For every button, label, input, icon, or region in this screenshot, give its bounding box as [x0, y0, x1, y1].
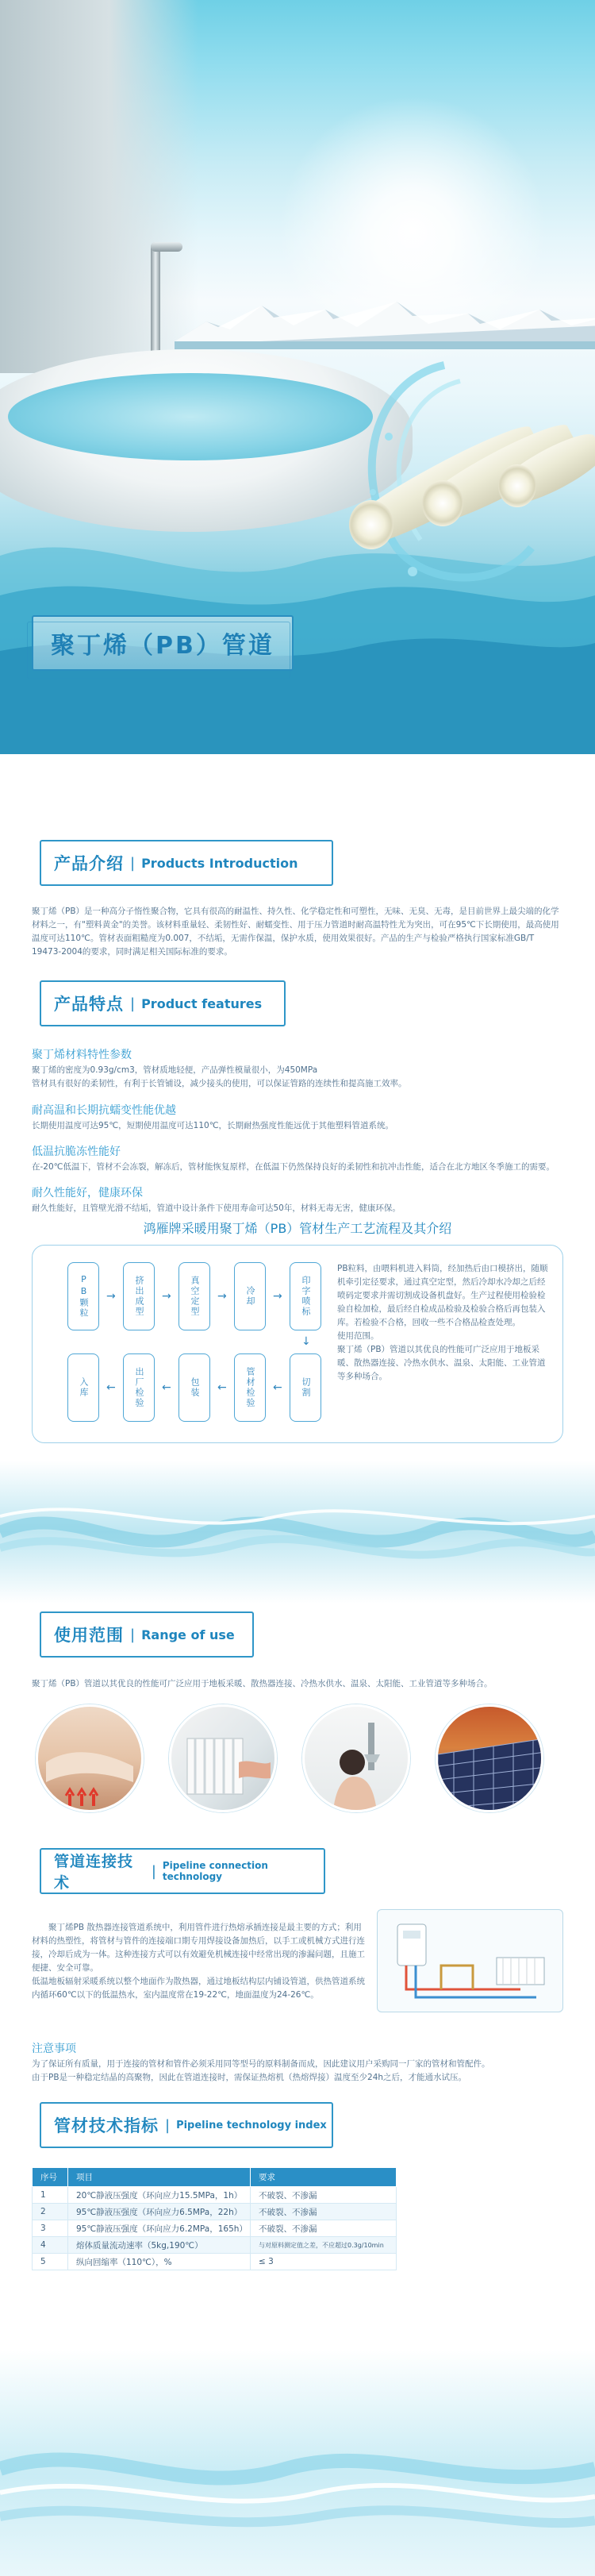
table-cell: 不破裂、不渗漏 — [251, 2204, 397, 2220]
flow-step-bottom-3: 包装 — [178, 1353, 210, 1422]
photo-shower — [302, 1704, 410, 1812]
arrow-right-icon: → — [162, 1290, 171, 1303]
table-header-row — [33, 2168, 397, 2187]
connection-note-text: 为了保证所有质量，用于连接的管材和管件必须采用同等型号的原料制备而成，因此建议用户采购同一厂家的管材和管配件。 由于PB是一种稳定结晶的高聚物，因此在管道连接时，需保证热熔机（热熔焊接）温度至少24h之后，才能通水试压。 — [32, 2059, 490, 2082]
table-cell: 20℃静液压强度（环向应力15.5MPa，1h） — [68, 2187, 251, 2204]
feature-text-4: 耐久性能好，且管壁光滑不结垢，管道中设计条件下使用寿命可达50年，材料无毒无害，健康环保。 — [32, 1203, 401, 1213]
radiator-icon — [171, 1707, 277, 1812]
section-tag-features — [40, 980, 286, 1026]
flow-step-top-3: 真空定型 — [178, 1262, 210, 1330]
photo-radiator — [169, 1704, 277, 1812]
table-cell: 不破裂、不渗漏 — [251, 2187, 397, 2204]
table-cell: 纵向回缩率（110℃），% — [68, 2254, 251, 2270]
flow-step-bottom-5: 切割 — [290, 1353, 321, 1422]
arrow-left-icon: ← — [217, 1381, 227, 1394]
intro-tag-separator: | — [130, 854, 136, 872]
table-row — [33, 2237, 397, 2254]
flow-step-top-4: 冷却 — [234, 1262, 266, 1330]
table-header-cell: 序号 — [33, 2168, 68, 2187]
connection-note-heading: 注意事项 — [32, 2043, 76, 2055]
table-cell: 不破裂、不渗漏 — [251, 2220, 397, 2237]
table-row — [33, 2187, 397, 2204]
floor-heating-icon — [38, 1707, 144, 1812]
hero-title-plate — [32, 615, 294, 671]
hero-pipe-1-end — [349, 500, 393, 549]
usage-tag-en: Range of use — [141, 1627, 235, 1642]
solar-panel-icon — [438, 1707, 543, 1812]
arrow-right-icon: → — [273, 1290, 282, 1303]
heating-diagram — [377, 1909, 563, 2012]
hero-title: 聚丁烯（PB）管道 — [51, 632, 274, 660]
table-row — [33, 2220, 397, 2237]
table-cell: 95℃静液压强度（环向应力6.5MPa，22h） — [68, 2204, 251, 2220]
arrow-down-icon: ↓ — [301, 1335, 311, 1348]
hero-faucet-arm — [151, 242, 182, 252]
flow-description: PB粒料，由喂料机进入料筒，经加热后由口模挤出，随顺机牵引定径要求，通过真空定型，然后冷却水冷却之后经喷码定要求并需切割成设备机盘好。生产过程使用检验检验自检加检，最后经自检成品检验及检验合格后再包装入库。若检验不合格，回收一些不合格品检查处理。 使用范围。 聚丁烯（PB）管道以其优良的性能可广泛应用于地板采暖、散热器连接、冷热水供水、温泉、太阳能、工业管道等多种场合。 — [337, 1264, 548, 1381]
features-tag-separator: | — [130, 995, 136, 1012]
arrow-left-icon: ← — [162, 1381, 171, 1394]
table-cell: 4 — [33, 2237, 68, 2254]
features-tag-cn: 产品特点 — [54, 995, 124, 1014]
table-row — [33, 2204, 397, 2220]
section-tag-usage — [40, 1611, 254, 1658]
spec-tag-en: Pipeline technology index — [176, 2119, 327, 2131]
arrow-right-icon: → — [217, 1290, 227, 1303]
hero-faucet — [151, 242, 160, 361]
table-cell: 熔体质量流动速率（5kg,190℃） — [68, 2237, 251, 2254]
table-cell: 5 — [33, 2254, 68, 2270]
table-row — [33, 2254, 397, 2270]
flow-step-bottom-4: 管材检验 — [234, 1353, 266, 1422]
usage-tag-separator: | — [130, 1626, 136, 1643]
features-tag-en: Product features — [141, 995, 263, 1011]
connection-tag-separator: | — [151, 1862, 156, 1880]
photo-floor-heating — [36, 1704, 144, 1812]
table-cell: 与对原料测定值之差，不应超过0.3g/10min — [251, 2237, 397, 2254]
feature-text-3: 在-20℃低温下，管材不会冻裂，解冻后，管材能恢复原样，在低温下仍然保持良好的柔韧性和抗冲击性能，适合在北方地区冬季施工的需要。 — [32, 1162, 555, 1172]
feature-heading-1: 聚丁烯材料特性参数 — [32, 1049, 132, 1061]
flow-step-bottom-1: 入库 — [67, 1353, 99, 1422]
flow-title: 鸿雁牌采暖用聚丁烯（PB）管材生产工艺流程及其介绍 — [143, 1221, 452, 1236]
table-cell: 95℃静液压强度（环向应力6.2MPa，165h） — [68, 2220, 251, 2237]
hero-pipe-3-end — [498, 464, 536, 507]
flow-step-top-1: PB颗粒 — [67, 1262, 99, 1330]
arrow-left-icon: ← — [273, 1381, 282, 1394]
feature-heading-4: 耐久性能好，健康环保 — [32, 1187, 143, 1199]
feature-text-1: 聚丁烯的密度为0.93g/cm3，管材质地轻便，产品弹性模量很小，为450MPa 管材具有很好的柔韧性，有利于长管铺设，减少接头的使用，可以保证管路的连续性和提高施工效率。 — [32, 1065, 407, 1088]
water-footer — [0, 2350, 595, 2576]
connection-tag-en: Pipeline connection technology — [162, 1860, 268, 1882]
section-tag-connection — [40, 1848, 325, 1894]
spec-tag-separator: | — [165, 2116, 171, 2134]
hero-tub-water — [8, 373, 373, 460]
usage-tag-cn: 使用范围 — [54, 1626, 124, 1645]
section-tag-intro — [40, 840, 333, 886]
table-cell: ≤ 3 — [251, 2254, 397, 2270]
table-cell: 3 — [33, 2220, 68, 2237]
photo-solar-panels — [436, 1704, 543, 1812]
flow-step-top-2: 挤出成型 — [123, 1262, 155, 1330]
arrow-right-icon: → — [106, 1290, 116, 1303]
hero-mountains — [175, 286, 595, 349]
intro-text: 聚丁烯（PB）是一种高分子惰性聚合物，它具有很高的耐温性、持久性、化学稳定性和可塑性，无味、无臭、无毒，是目前世界上最尖端的化学材料之一，有"塑料黄金"的美誉。该材料重量轻、柔韧性好、耐蠕变性、用于压力管道时耐高温特性尤为突出，可在95℃下长期使用，最高使用温度可达110℃。管材表面粗糙度为0.007，不结垢，无需作保温，保护水质，使用效果很好。产品的生产与检验严格执行国家标准GB/T 19473-2004的要求，同时满足相关国际标准的要求。 — [32, 907, 559, 957]
connection-tag-cn: 管道连接技术 — [54, 1853, 134, 1892]
flow-step-bottom-2: 出厂检验 — [123, 1353, 155, 1422]
water-divider-1 — [0, 1461, 595, 1604]
table-header-cell: 项目 — [68, 2168, 251, 2187]
usage-text: 聚丁烯（PB）管道以其优良的性能可广泛应用于地板采暖、散热器连接、冷热水供水、温泉、太阳能、工业管道等多种场合。 — [32, 1679, 493, 1688]
intro-tag-en: Products Introduction — [141, 855, 298, 871]
arrow-left-icon: ← — [106, 1381, 116, 1394]
table-cell: 1 — [33, 2187, 68, 2204]
table-header-cell: 要求 — [251, 2168, 397, 2187]
spec-table — [32, 2167, 397, 2270]
hero-bathroom-wall — [0, 0, 198, 373]
section-tag-spec — [40, 2102, 333, 2148]
feature-heading-2: 耐高温和长期抗蠕变性能优越 — [32, 1104, 176, 1117]
feature-heading-3: 低温抗脆冻性能好 — [32, 1146, 121, 1158]
connection-text: 聚丁烯PB 散热器连接管道系统中，利用管件进行热熔承插连接是最主要的方式；利用材料的热塑性，将管材与管件的连接端口期专用焊接设备加热后，以手工或机械方式进行连接，冷却后成为一体。这种连接方式可以有效避免机械连接中经常出现的渗漏问题，且施工便捷、安全可靠。 低温地板辐射采暖系统以整个地面作为散热器，通过地板结构层内铺设管道，供热管道系统内循环60℃以下的低温热水，室内温度常在19-22℃，地面温度为24-26℃。 — [32, 1923, 365, 2000]
shower-icon — [305, 1707, 410, 1812]
table-cell: 2 — [33, 2204, 68, 2220]
feature-text-2: 长期使用温度可达95℃，短期使用温度可达110℃，长期耐热强度性能远优于其他塑料管道系统。 — [32, 1121, 393, 1130]
flow-step-top-5: 印字喷标 — [290, 1262, 321, 1330]
hero-pipe-2-end — [422, 480, 463, 526]
intro-tag-cn: 产品介绍 — [54, 854, 124, 873]
boiler-piping-icon — [378, 1910, 564, 2013]
spec-tag-cn: 管材技术指标 — [54, 2116, 159, 2135]
